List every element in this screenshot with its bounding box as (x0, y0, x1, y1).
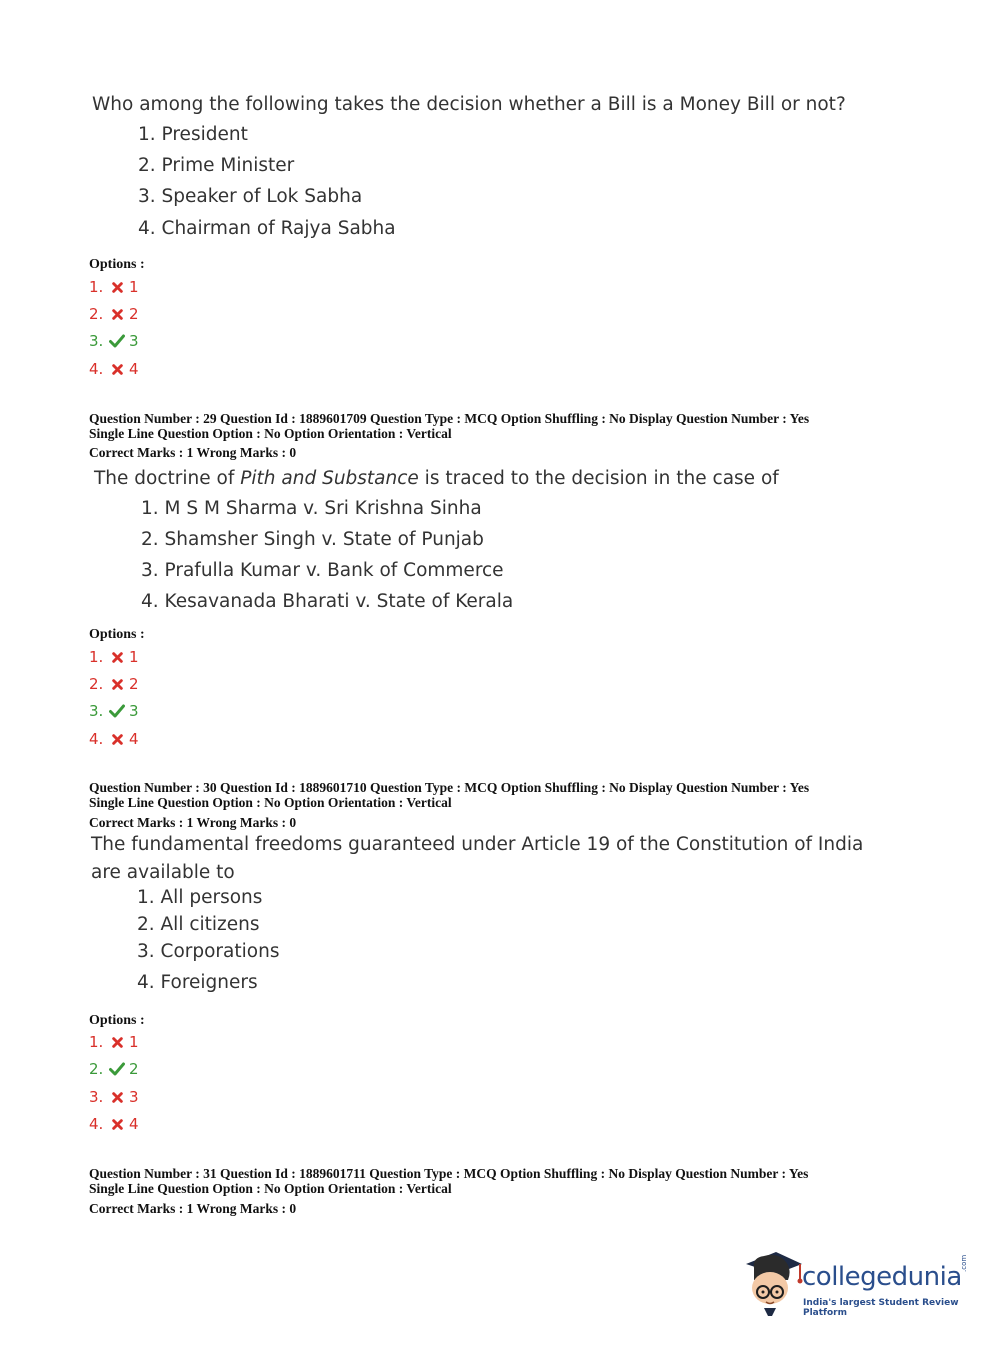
option-value: 4 (129, 360, 139, 378)
cross-icon (109, 734, 125, 745)
option-value: 3 (129, 702, 139, 720)
options-label: Options : (89, 257, 145, 272)
cross-icon (109, 364, 125, 375)
option-row (89, 1087, 139, 1107)
cross-icon (109, 1119, 125, 1130)
choice-4: 4. Chairman of Rajya Sabha (138, 218, 396, 239)
option-row (89, 1059, 139, 1079)
option-row (89, 729, 139, 749)
option-number: 2. (89, 305, 104, 323)
question-meta: Question Number : 30 Question Id : 1889601710 Question Type : MCQ Option Shuffling : No Display Question Number : Yes (89, 780, 810, 795)
options-label: Options : (89, 627, 145, 642)
question-meta-options: Single Line Question Option : No Option Orientation : Vertical (89, 795, 452, 810)
logo-wordmark: collegedunia (802, 1262, 962, 1292)
option-number: 3. (89, 1088, 104, 1106)
question-marks: Correct Marks : 1 Wrong Marks : 0 (89, 1201, 297, 1216)
option-number: 1. (89, 278, 104, 296)
option-number: 2. (89, 1060, 104, 1078)
choice-3: 3. Corporations (137, 941, 280, 962)
cross-icon (109, 1092, 125, 1103)
option-value: 2 (129, 675, 139, 693)
option-number: 3. (89, 702, 104, 720)
choice-2: 2. Shamsher Singh v. State of Punjab (141, 529, 484, 550)
option-value: 1 (129, 278, 139, 296)
cross-icon (109, 652, 125, 663)
choice-4: 4. Foreigners (137, 972, 258, 993)
choice-2: 2. Prime Minister (138, 155, 295, 176)
choice-2: 2. All citizens (137, 914, 260, 935)
option-row (89, 331, 139, 351)
option-row (89, 359, 139, 379)
option-row (89, 277, 139, 297)
choice-3: 3. Prafulla Kumar v. Bank of Commerce (141, 560, 504, 581)
choice-1: 1. President (138, 124, 248, 145)
question-meta: Question Number : 29 Question Id : 1889601709 Question Type : MCQ Option Shuffling : No Display Question Number : Yes (89, 411, 810, 426)
option-number: 2. (89, 675, 104, 693)
question-marks: Correct Marks : 1 Wrong Marks : 0 (89, 815, 297, 830)
logo-tagline: India's largest Student Review Platform (803, 1298, 959, 1318)
choice-1: 1. All persons (137, 887, 263, 908)
option-value: 1 (129, 1033, 139, 1051)
option-number: 1. (89, 648, 104, 666)
choice-1: 1. M S M Sharma v. Sri Krishna Sinha (141, 498, 482, 519)
question-text-italic: Pith and Substance (240, 468, 419, 489)
option-number: 1. (89, 1033, 104, 1051)
question-text: Who among the following takes the decision whether a Bill is a Money Bill or not? (92, 94, 846, 115)
option-row (89, 304, 139, 324)
option-row (89, 674, 139, 694)
option-value: 4 (129, 1115, 139, 1133)
question-marks: Correct Marks : 1 Wrong Marks : 0 (89, 445, 297, 460)
question-text (94, 465, 894, 493)
check-icon (109, 704, 125, 718)
option-number: 3. (89, 332, 104, 350)
option-row (89, 701, 139, 721)
option-row (89, 647, 139, 667)
logo-suffix: .com (960, 1254, 968, 1272)
options-label: Options : (89, 1013, 145, 1028)
cross-icon (109, 282, 125, 293)
option-value: 4 (129, 730, 139, 748)
option-row (89, 1114, 139, 1134)
question-text-end: is traced to the decision in the case of (418, 468, 779, 489)
question-meta: Question Number : 31 Question Id : 1889601711 Question Type : MCQ Option Shuffling : No Display Question Number : Yes (89, 1166, 809, 1181)
option-row (89, 1032, 139, 1052)
mascot-icon (742, 1250, 804, 1316)
choice-3: 3. Speaker of Lok Sabha (138, 186, 363, 207)
option-value: 2 (129, 305, 139, 323)
option-number: 4. (89, 730, 104, 748)
option-value: 1 (129, 648, 139, 666)
question-text: The fundamental freedoms guaranteed under Article 19 of the Constitution of India are available to (91, 834, 864, 883)
check-icon (109, 1062, 125, 1076)
option-value: 3 (129, 332, 139, 350)
collegedunia-logo (742, 1250, 972, 1320)
cross-icon (109, 309, 125, 320)
check-icon (109, 334, 125, 348)
option-value: 3 (129, 1088, 139, 1106)
option-number: 4. (89, 360, 104, 378)
cross-icon (109, 1037, 125, 1048)
question-text-start: The doctrine of (94, 468, 241, 489)
choice-4: 4. Kesavanada Bharati v. State of Kerala (141, 591, 514, 612)
question-meta-options: Single Line Question Option : No Option Orientation : Vertical (89, 426, 452, 441)
option-value: 2 (129, 1060, 139, 1078)
question-meta-options: Single Line Question Option : No Option Orientation : Vertical (89, 1181, 452, 1196)
cross-icon (109, 679, 125, 690)
option-number: 4. (89, 1115, 104, 1133)
